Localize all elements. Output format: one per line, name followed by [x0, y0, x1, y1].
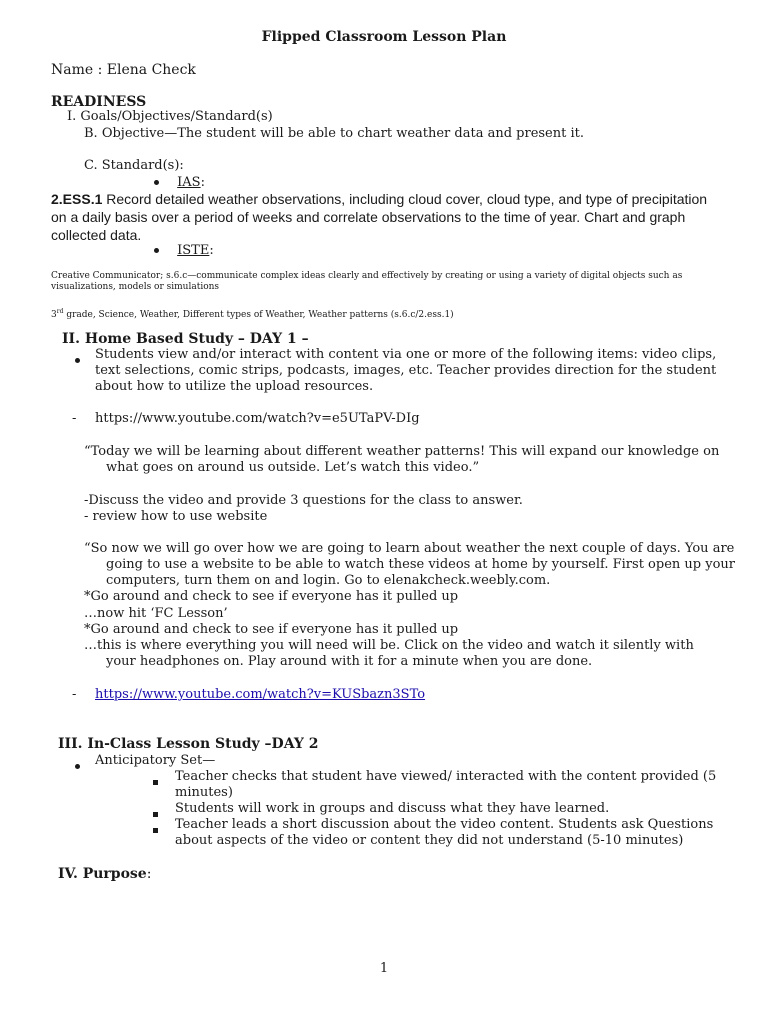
- square-bullet-icon: [153, 774, 158, 790]
- section-in-class-heading: III. In-Class Lesson Study –DAY 2: [58, 736, 319, 752]
- anticipatory-item-2: Students will work in groups and discuss what they have learned.: [175, 801, 610, 816]
- ias-bullet: [154, 175, 205, 191]
- section-goals-heading: I. Goals/Objectives/Standard(s): [67, 109, 273, 124]
- url-2-link[interactable]: https://www.youtube.com/watch?v=KUSbazn3STo: [95, 687, 426, 702]
- ess-standard-text: [51, 190, 721, 244]
- iste-bullet: [154, 243, 214, 259]
- section-home-study-heading: II. Home Based Study – DAY 1 –: [62, 331, 309, 347]
- grade-line: [51, 306, 454, 321]
- section-purpose-heading: [58, 866, 151, 882]
- grade-number: 3: [51, 310, 57, 320]
- anticipatory-item-3: Teacher leads a short discussion about the video content. Students ask Questions about aspects of the video or content they did not understand (5-10 minutes): [175, 817, 714, 848]
- students-view-text: Students view and/or interact with content via one or more of the following items: video clips, text selections, comic strips, podcasts, images, etc. Teacher provides direction for the student about how to utilize the upload resources.: [95, 347, 717, 394]
- doc-title: Flipped Classroom Lesson Plan: [261, 29, 507, 45]
- quote-today: “Today we will be learning about different weather patterns! This will expand our knowledge on what goes on around us outside. Let’s watch this video.”: [84, 444, 720, 475]
- bullet-dot-icon: [75, 758, 80, 774]
- bullet-dot-icon: [154, 248, 159, 253]
- readiness-heading: READINESS: [51, 94, 147, 110]
- name-line: Name : Elena Check: [51, 62, 196, 78]
- this-is-text: …this is where everything you will need will be. Click on the video and watch it silently with your headphones on. Play around with it for a minute when you are done.: [84, 638, 694, 669]
- review-line: - review how to use website: [84, 509, 268, 524]
- go-around-2: *Go around and check to see if everyone has it pulled up: [84, 622, 459, 637]
- purpose-colon: :: [146, 866, 152, 882]
- bullet-dot-icon: [154, 180, 159, 185]
- dash-marker: -: [72, 687, 77, 702]
- fc-lesson-line: …now hit ‘FC Lesson’: [84, 606, 228, 621]
- standards-line: C. Standard(s):: [84, 158, 184, 173]
- objective-line: B. Objective—The student will be able to chart weather data and present it.: [84, 126, 584, 141]
- quote-website: “So now we will go over how we are going to learn about weather the next couple of days. You are going to use a website to be able to watch these videos at home by yourself. First open up your computers, turn them on and login. Go to elenakcheck.weebly.com.: [84, 541, 735, 588]
- square-bullet-icon: [153, 822, 158, 838]
- anticipatory-item-1: Teacher checks that student have viewed/ interacted with the content provided (5 minutes): [175, 769, 717, 800]
- anticipatory-set: Anticipatory Set—: [95, 753, 216, 768]
- go-around-1: *Go around and check to see if everyone has it pulled up: [84, 589, 459, 604]
- dash-marker: -: [72, 411, 77, 426]
- grade-rest: grade, Science, Weather, Different types of Weather, Weather patterns (s.6.c/2.ess.1): [63, 310, 454, 320]
- discuss-line: -Discuss the video and provide 3 questions for the class to answer.: [84, 493, 523, 508]
- iste-colon: :: [209, 243, 214, 258]
- iste-label: ISTE: [177, 243, 210, 258]
- purpose-label: IV. Purpose: [58, 866, 147, 882]
- bullet-dot-icon: [75, 352, 80, 368]
- page-number: 1: [379, 961, 389, 976]
- square-bullet-icon: [153, 806, 158, 822]
- creative-communicator-text: Creative Communicator; s.6.c—communicate complex ideas clearly and effectively by creating or using a variety of digital objects such as visualizations, models or simulations: [51, 271, 683, 292]
- grade-superscript: rd: [56, 308, 64, 315]
- ess-description: Record detailed weather observations, including cloud cover, cloud type, and type of precipitation on a daily basis over a period of weeks and correlate observations to the time of year. Chart and graph collected data.: [51, 191, 708, 243]
- ias-colon: :: [200, 175, 205, 190]
- ias-label: IAS: [177, 175, 201, 190]
- url-1-text: https://www.youtube.com/watch?v=e5UTaPV-DIg: [95, 411, 420, 426]
- ess-code: 2.ESS.1: [51, 191, 103, 207]
